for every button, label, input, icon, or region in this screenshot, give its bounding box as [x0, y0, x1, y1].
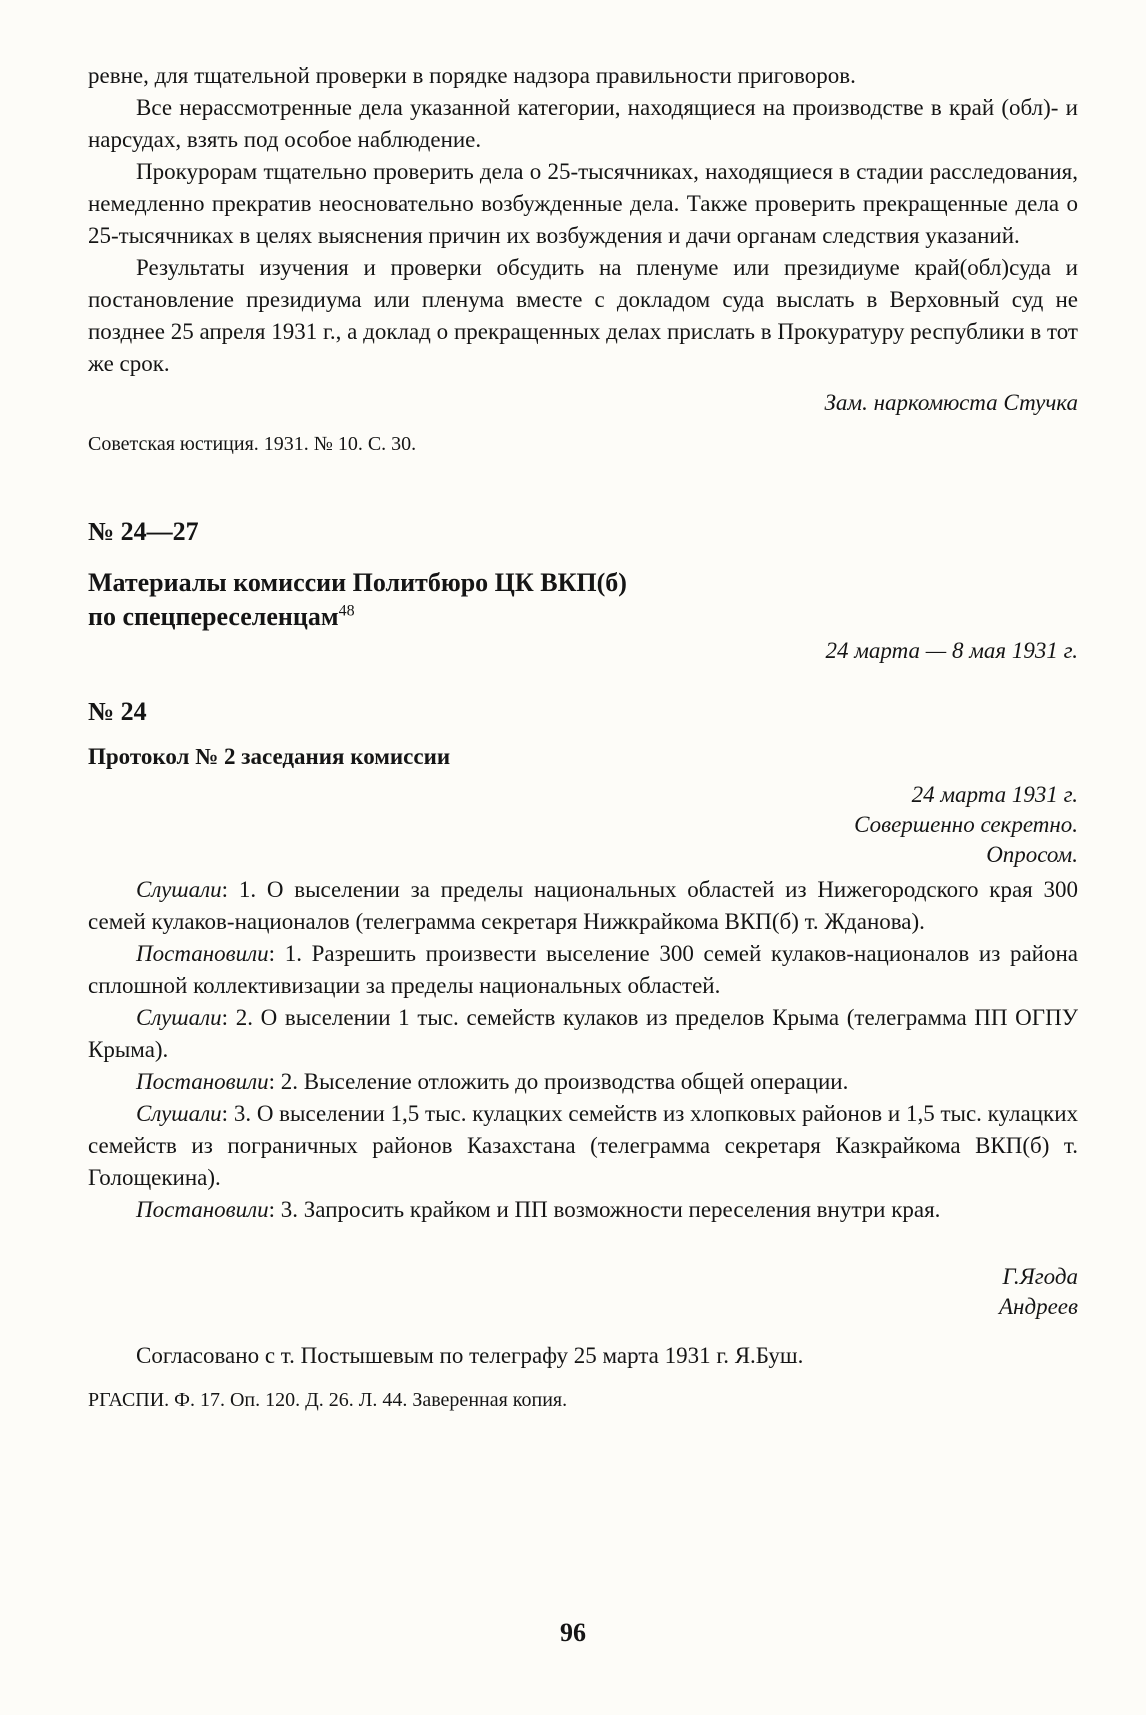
paragraph-continued: ревне, для тщательной проверки в порядке надзора правильности приговоров. — [88, 63, 856, 88]
section-title-line2-text: по спецпереселенцам — [88, 602, 339, 631]
section-title-line1: Материалы комиссии Политбюро ЦК ВКП(б) — [88, 568, 627, 597]
document-number: № 24 — [88, 697, 147, 726]
agreement-note: Согласовано с т. Постышевым по телеграфу 25 марта 1931 г. Я.Буш. — [136, 1343, 804, 1368]
item-label: Слушали — [136, 1101, 222, 1126]
document-title: Протокол № 2 заседания комиссии — [88, 744, 451, 769]
item-label: Постановили — [136, 941, 269, 966]
page-number: 96 — [560, 1618, 586, 1647]
item-text: : 1. О выселении за пределы национальных областей из Нижегородского края 300 семей кулаков-националов (телеграмма секретаря Нижкрайкома ВКП(б) т. Жданова). — [88, 877, 1078, 934]
item-text: : 1. Разрешить произвести выселение 300 семей кулаков-националов из района сплошной коллективизации за пределы национальных областей. — [88, 941, 1078, 998]
section-title — [88, 566, 1078, 634]
protocol-item — [88, 938, 1078, 1002]
section-number: № 24—27 — [88, 517, 199, 546]
protocol-item — [88, 1066, 1078, 1098]
item-label: Слушали — [136, 877, 222, 902]
protocol-item — [88, 1194, 1078, 1226]
paragraph: Прокурорам тщательно проверить дела о 25-тысячниках, находящиеся в стадии расследования, немедленно прекратив неосновательно возбужденные дела. Также проверить прекращенные дела о 25-тысячниках в целях выяснения причин их возбуждения и дачи органам следствия указаний. — [88, 159, 1078, 248]
signer-andreev: Андреев — [999, 1294, 1078, 1319]
item-text: : 2. О выселении 1 тыс. семейств кулаков из пределов Крыма (телеграмма ПП ОГПУ Крыма). — [88, 1005, 1078, 1062]
item-text: : 3. О выселении 1,5 тыс. кулацких семейств из хлопковых районов и 1,5 тыс. кулацких семейств из пограничных районов Казахстана (телеграмма секретаря Казкрайкома ВКП(б) т. Голощекина). — [88, 1101, 1078, 1190]
item-label: Постановили — [136, 1197, 269, 1222]
secrecy-stamp: Совершенно секретно. — [854, 812, 1078, 837]
section-dates: 24 марта — 8 мая 1931 г. — [825, 638, 1078, 663]
protocol-item — [88, 1098, 1078, 1194]
protocol-item — [88, 1002, 1078, 1066]
protocol-item — [88, 874, 1078, 938]
item-text: : 3. Запросить крайком и ПП возможности переселения внутри края. — [268, 1197, 941, 1222]
source-citation: Советская юстиция. 1931. № 10. С. 30. — [88, 433, 417, 455]
method-note: Опросом. — [986, 842, 1078, 867]
signature-stuchka: Зам. наркомюста Стучка — [824, 390, 1078, 415]
page-content — [88, 60, 1078, 1414]
archive-citation: РГАСПИ. Ф. 17. Оп. 120. Д. 26. Л. 44. Заверенная копия. — [88, 1389, 568, 1411]
footnote-ref: 48 — [338, 602, 355, 620]
item-label: Постановили — [136, 1069, 269, 1094]
protocol-items — [88, 874, 1078, 1226]
paragraph: Все нерассмотренные дела указанной категории, находящиеся на производстве в край (обл)- и нарсудах, взять под особое наблюдение. — [88, 95, 1078, 152]
paragraph: Результаты изучения и проверки обсудить на пленуме или президиуме край(обл)суда и постановление президиума или пленума вместе с докладом суда выслать в Верховный суд не позднее 25 апреля 1931 г., а доклад о прекращенных делах прислать в Прокуратуру республики в тот же срок. — [88, 255, 1078, 376]
signer-yagoda: Г.Ягода — [1002, 1264, 1078, 1289]
item-label: Слушали — [136, 1005, 222, 1030]
document-date: 24 марта 1931 г. — [911, 782, 1078, 807]
item-text: : 2. Выселение отложить до производства общей операции. — [268, 1069, 849, 1094]
section-title-line2 — [88, 600, 1078, 634]
